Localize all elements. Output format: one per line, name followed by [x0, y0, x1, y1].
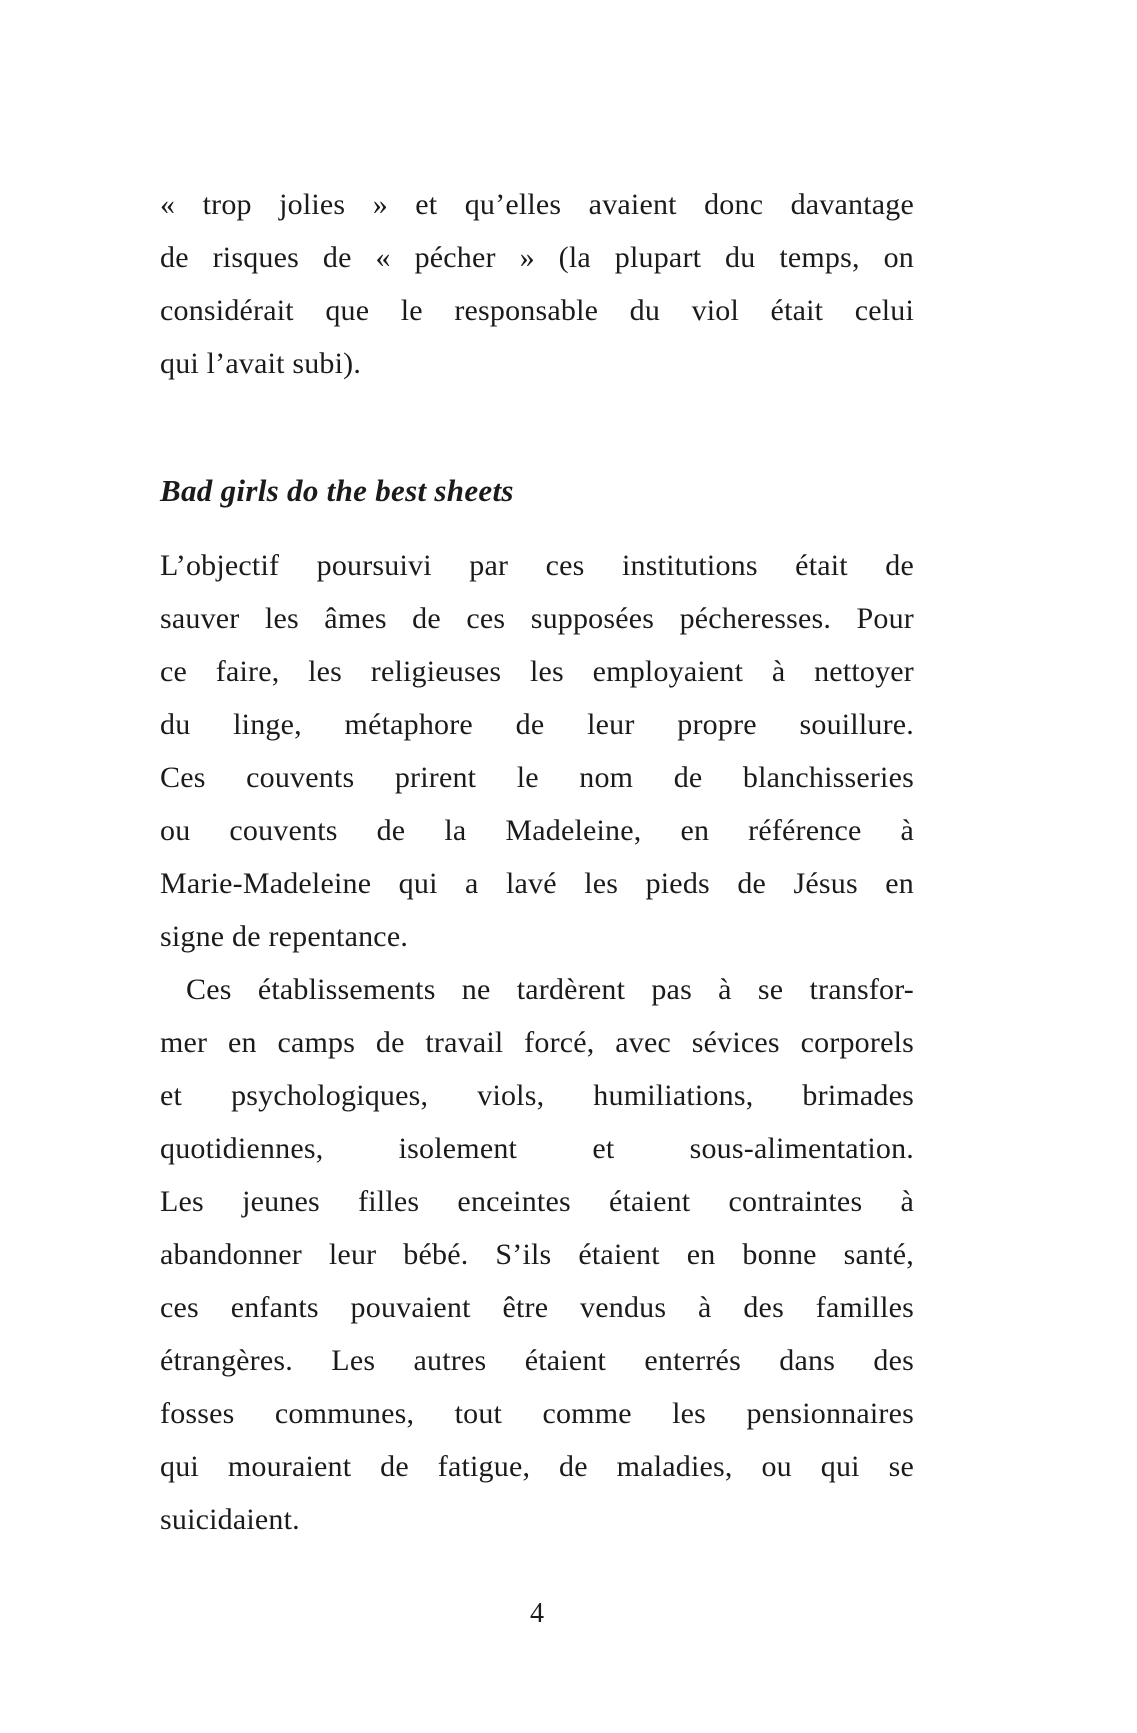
text-line: du linge, métaphore de leur propre souillure. — [160, 708, 914, 741]
text-line: ce faire, les religieuses les employaient à nettoyer — [160, 655, 914, 688]
text-line: L’objectif poursuivi par ces institutions était de — [160, 549, 914, 582]
text-line: abandonner leur bébé. S’ils étaient en bonne santé, — [160, 1238, 914, 1271]
text-line: sauver les âmes de ces supposées pécheresses. Pour — [160, 602, 914, 635]
text-line: ou couvents de la Madeleine, en référence à — [160, 814, 914, 847]
text-line: Ces couvents prirent le nom de blanchisseries — [160, 761, 914, 794]
text-line: ces enfants pouvaient être vendus à des familles — [160, 1291, 914, 1324]
text-line: fosses communes, tout comme les pensionnaires — [160, 1397, 914, 1430]
text-line: de risques de « pécher » (la plupart du temps, on — [160, 241, 914, 274]
paragraph — [160, 539, 914, 963]
text-line: signe de repentance. — [160, 920, 409, 953]
text-line: suicidaient. — [160, 1503, 300, 1536]
text-line: « trop jolies » et qu’elles avaient donc davantage — [160, 188, 914, 221]
page-number: 4 — [530, 1598, 544, 1629]
paragraph — [160, 963, 914, 1546]
text-line: étrangères. Les autres étaient enterrés dans des — [160, 1344, 914, 1377]
text-line: considérait que le responsable du viol était celui — [160, 294, 914, 327]
text-line: qui mouraient de fatigue, de maladies, ou qui se — [160, 1450, 914, 1483]
text-line: qui l’avait subi). — [160, 347, 362, 380]
text-line: et psychologiques, viols, humiliations, brimades — [160, 1079, 914, 1112]
text-line: mer en camps de travail forcé, avec sévices corporels — [160, 1026, 914, 1059]
section-heading: Bad girls do the best sheets — [160, 473, 514, 508]
text-line: Ces établissements ne tardèrent pas à se transfor- — [186, 973, 914, 1006]
paragraph-continuation — [160, 178, 914, 390]
text-line: Marie-Madeleine qui a lavé les pieds de Jésus en — [160, 867, 914, 900]
text-column — [160, 0, 914, 1631]
text-line: quotidiennes, isolement et sous-alimentation. — [160, 1132, 914, 1165]
text-line: Les jeunes filles enceintes étaient contraintes à — [160, 1185, 914, 1218]
